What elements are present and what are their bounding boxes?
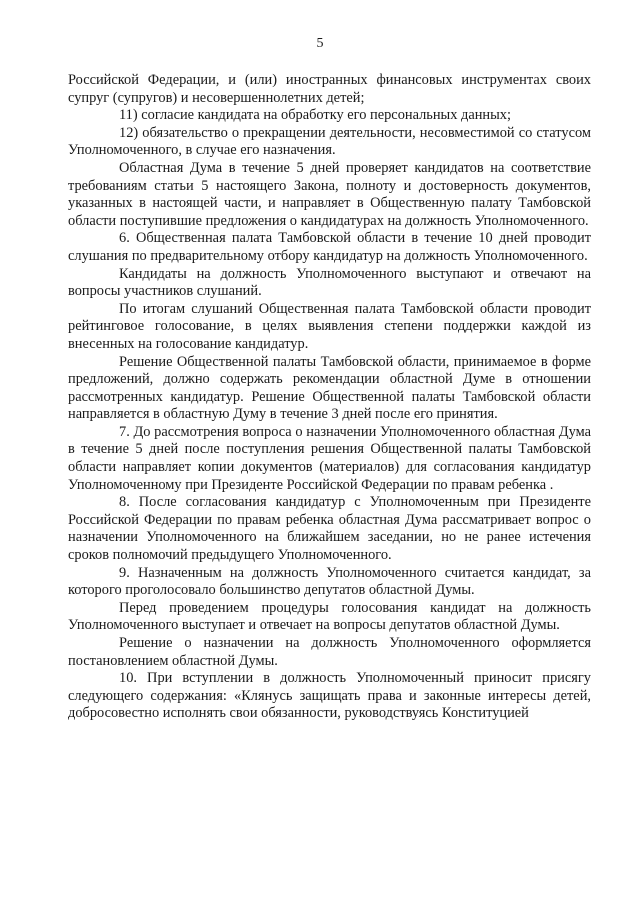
paragraph: 9. Назначенным на должность Уполномоченного считается кандидат, за которого проголосовало большинство депутатов областной Думы. — [68, 564, 591, 599]
paragraph: По итогам слушаний Общественная палата Тамбовской области проводит рейтинговое голосование, в целях выявления степени поддержки каждой из внесенных на голосование кандидатур. — [68, 300, 591, 352]
paragraph: Решение Общественной палаты Тамбовской области, принимаемое в форме предложений, должно содержать рекомендации областной Думе в отношении рассмотренных кандидатур. Решение Общественной палаты Тамбовской области направляется в областную Думу в течение 3 дней после его принятия. — [68, 353, 591, 423]
paragraph: Областная Дума в течение 5 дней проверяет кандидатов на соответствие требованиям статьи 5 настоящего Закона, полноту и достоверность документов, указанных в настоящей части, и направляет в Общественную палату Тамбовской области поступившие предложения о кандидатурах на должность Уполномоченного. — [68, 159, 591, 229]
paragraph: 7. До рассмотрения вопроса о назначении Уполномоченного областная Дума в течение 5 дней после поступления решения Общественной палаты Тамбовской области направляет копии документов (материалов) для согласования кандидатур Уполномоченному при Президенте Российской Федерации по правам ребенка . — [68, 423, 591, 493]
document-body — [68, 72, 591, 723]
paragraph: 11) согласие кандидата на обработку его персональных данных; — [119, 107, 511, 124]
paragraph: Кандидаты на должность Уполномоченного выступают и отвечают на вопросы участников слушаний. — [68, 265, 591, 300]
paragraph: Российской Федерации, и (или) иностранных финансовых инструментах своих супруг (супругов) и несовершеннолетних детей; — [68, 72, 591, 106]
paragraph: 8. После согласования кандидатур с Уполномоченным при Президенте Российской Федерации по правам ребенка областная Дума рассматривает вопрос о назначении Уполномоченного на ближайшем заседании, но не ранее истечения сроков полномочий предыдущего Уполномоченного. — [68, 494, 591, 564]
paragraph: 12) обязательство о прекращении деятельности, несовместимой со статусом Уполномоченного, в случае его назначения. — [68, 124, 591, 159]
paragraph: 6. Общественная палата Тамбовской области в течение 10 дней проводит слушания по предварительному отбору кандидатур на должность Уполномоченного. — [68, 230, 591, 264]
paragraph: Перед проведением процедуры голосования кандидат на должность Уполномоченного выступает и отвечает на вопросы депутатов областной Думы. — [68, 599, 591, 634]
paragraph: 10. При вступлении в должность Уполномоченный приносит присягу следующего содержания: «Клянусь защищать права и законные интересы детей, добросовестно исполнять свои обязанности, руководствуясь Конституцией — [68, 670, 591, 722]
page-number: 5 — [316, 36, 324, 51]
paragraph: Решение о назначении на должность Уполномоченного оформляется постановлением областной Думы. — [68, 635, 591, 669]
